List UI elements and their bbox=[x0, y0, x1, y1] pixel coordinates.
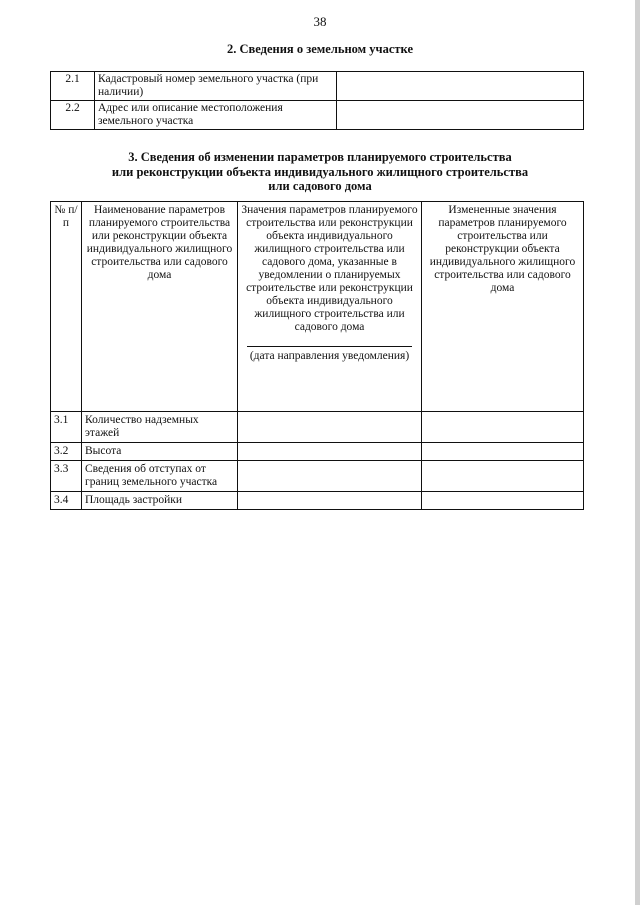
table-row bbox=[51, 412, 584, 443]
row-value[interactable] bbox=[337, 72, 584, 101]
page-number: 38 bbox=[313, 14, 327, 29]
section-3-title-line: 3. Сведения об изменении параметров планируемого строительства bbox=[128, 150, 512, 164]
table-row bbox=[51, 72, 584, 101]
row-number: 2.2 bbox=[51, 101, 95, 130]
row-label: Кадастровый номер земельного участка (при наличии) bbox=[95, 72, 337, 101]
row-notified-value[interactable] bbox=[238, 412, 422, 443]
table-header-row bbox=[51, 202, 584, 412]
table-row bbox=[51, 492, 584, 510]
row-notified-value[interactable] bbox=[238, 492, 422, 510]
table-row bbox=[51, 461, 584, 492]
row-label: Количество надземных этажей bbox=[82, 412, 238, 443]
section-3-title-line: или садового дома bbox=[268, 179, 372, 193]
row-label: Высота bbox=[82, 443, 238, 461]
row-number: 2.1 bbox=[51, 72, 95, 101]
row-notified-value[interactable] bbox=[238, 461, 422, 492]
date-signature-line bbox=[247, 346, 412, 347]
row-number: 3.4 bbox=[51, 492, 82, 510]
row-notified-value[interactable] bbox=[238, 443, 422, 461]
row-changed-value[interactable] bbox=[422, 412, 584, 443]
section-3-title bbox=[0, 150, 640, 194]
row-changed-value[interactable] bbox=[422, 443, 584, 461]
parameters-table bbox=[50, 201, 584, 510]
section-3-title-line: или реконструкции объекта индивидуального жилищного строительства bbox=[111, 164, 529, 179]
header-number: № п/п bbox=[51, 202, 82, 412]
page-right-edge bbox=[635, 0, 640, 905]
row-changed-value[interactable] bbox=[422, 461, 584, 492]
header-changed-values: Измененные значения параметров планируемого строительства или реконструкции объекта индивидуального жилищного строительства или садового дома bbox=[422, 202, 584, 412]
header-notified-values bbox=[238, 202, 422, 412]
row-number: 3.3 bbox=[51, 461, 82, 492]
header-notified-values-text: Значения параметров планируемого строительства или реконструкции объекта индивидуального жилищного строительства или садового дома, указанные в уведомлении о планируемых строительстве или реконструкции объекта индивидуального жилищного строительства или садового дома bbox=[241, 204, 418, 333]
row-label: Площадь застройки bbox=[82, 492, 238, 510]
row-changed-value[interactable] bbox=[422, 492, 584, 510]
row-label: Адрес или описание местоположения земельного участка bbox=[95, 101, 337, 130]
table-row bbox=[51, 101, 584, 130]
land-plot-table bbox=[50, 71, 584, 130]
row-number: 3.2 bbox=[51, 443, 82, 461]
row-label: Сведения об отступах от границ земельного участка bbox=[82, 461, 238, 492]
table-row bbox=[51, 443, 584, 461]
header-parameter-name: Наименование параметров планируемого строительства или реконструкции объекта индивидуального жилищного строительства или садового дома bbox=[82, 202, 238, 412]
header-date-caption: (дата направления уведомления) bbox=[249, 350, 410, 362]
row-number: 3.1 bbox=[51, 412, 82, 443]
row-value[interactable] bbox=[337, 101, 584, 130]
section-2-title: 2. Сведения о земельном участке bbox=[227, 42, 413, 56]
